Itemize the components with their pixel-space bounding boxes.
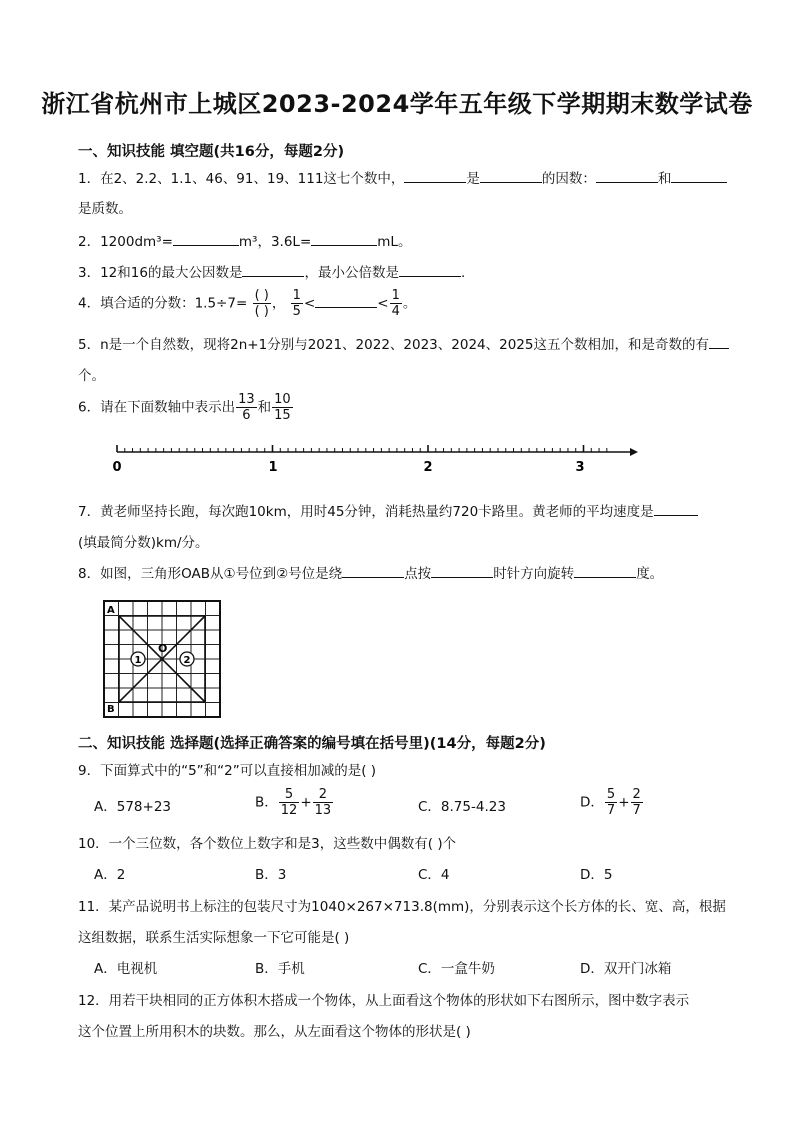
q3-text-b: ，最小公倍数是: [304, 265, 399, 281]
frac-den: 13: [314, 803, 332, 818]
frac-den: 12: [280, 803, 298, 818]
fraction-10-15: [272, 392, 293, 423]
question-5-line-1: [78, 333, 729, 353]
q11-option-d[interactable]: D．双开门冰箱: [580, 961, 672, 977]
q4-paren-den: ( ): [254, 304, 269, 319]
q5-blank[interactable]: [709, 334, 729, 349]
q4-end: 。: [402, 295, 417, 312]
option-letter: D．: [580, 794, 604, 811]
q8-text-d: 度。: [636, 566, 664, 582]
q2-text-b: m³，3.6L=: [238, 234, 312, 250]
q8-blank-2[interactable]: [431, 563, 493, 578]
q1-blank-1[interactable]: [404, 168, 466, 183]
option-letter: B．: [255, 794, 278, 811]
q4-paren-num: ( ): [254, 288, 269, 303]
label-position-1: 1: [134, 655, 142, 666]
q7-text-a: 7．黄老师坚持长跑，每次跑10km，用时45分钟，消耗热量约720卡路里。黄老师的平均速度是: [78, 504, 654, 520]
less-than-sign: <: [377, 295, 389, 312]
fraction-one-fourth: [390, 288, 402, 319]
q2-text-c: mL。: [377, 234, 412, 250]
q9-option-c[interactable]: C．8.75-4.23: [418, 799, 506, 815]
q3-text-c: .: [460, 265, 466, 281]
frac-num: 1: [292, 288, 301, 303]
section-heading-choice: 二、知识技能 选择题(选择正确答案的编号填在括号里)(14分，每题2分): [78, 736, 546, 752]
page-title: 浙江省杭州市上城区2023-2024学年五年级下学期期末数学试卷: [41, 90, 753, 118]
q4-blank[interactable]: [315, 293, 377, 308]
q1-text-c: 的因数：: [541, 171, 596, 187]
q4-text-a: 4．填合适的分数：1.5÷7=: [78, 295, 248, 312]
axis-label-0: 0: [112, 460, 122, 475]
q10-option-c[interactable]: C．4: [418, 867, 450, 883]
frac-num: 5: [606, 787, 616, 802]
label-O: O: [158, 642, 168, 655]
fraction-2-13: [313, 787, 334, 818]
q8-blank-3[interactable]: [574, 563, 636, 578]
q1-blank-4[interactable]: [671, 168, 727, 183]
label-position-2: 2: [183, 655, 191, 666]
q1-blank-3[interactable]: [596, 168, 658, 183]
question-12-line-2: 这个位置上所用积木的块数。那么，从左面看这个物体的形状是( ): [78, 1024, 471, 1040]
q3-text-a: 3．12和16的最大公因数是: [78, 265, 243, 281]
rotation-grid-figure: [103, 600, 221, 718]
frac-den: 15: [274, 408, 291, 423]
q1-text-a: 1．在2、2.2、1.1、46、91、19、111这七个数中，: [78, 171, 405, 187]
q1-text-d: 和: [657, 171, 672, 187]
q2-blank-2[interactable]: [311, 231, 377, 246]
q5-text-a: 5．n是一个自然数，现将2n+1分别与2021、2022、2023、2024、2025这五个数相加，和是奇数的有: [78, 337, 709, 353]
question-4: [78, 288, 416, 319]
q1-blank-2[interactable]: [480, 168, 542, 183]
question-10: 10．一个三位数，各个数位上数字和是3，这些数中偶数有( )个: [78, 836, 457, 852]
question-6: [78, 392, 294, 423]
q10-option-a[interactable]: A．2: [94, 867, 126, 883]
q8-blank-1[interactable]: [342, 563, 404, 578]
fraction-one-fifth: [291, 288, 303, 319]
q10-option-b[interactable]: B．3: [255, 867, 287, 883]
question-5-line-2: 个。: [78, 368, 105, 384]
question-12-line-1: 12．用若干块相同的正方体积木搭成一个物体，从上面看这个物体的形状如下右图所示，图中数字表示: [78, 993, 690, 1009]
question-9: 9．下面算式中的“5”和“2”可以直接相加减的是( ): [78, 763, 377, 779]
fraction-13-6: [236, 392, 257, 423]
fraction-5-7: [605, 787, 617, 818]
label-A: A: [107, 605, 115, 616]
frac-num: 2: [313, 787, 334, 803]
frac-den: 6: [242, 408, 251, 423]
question-7-line-2: (填最简分数)km/分。: [78, 535, 209, 551]
fraction-2-7: [631, 787, 643, 818]
section-heading-fill-in: 一、知识技能 填空题(共16分，每题2分): [78, 144, 345, 160]
q9-option-b[interactable]: [255, 787, 334, 818]
frac-num: 5: [279, 787, 300, 803]
question-11-line-2: 这组数据，联系生活实际想象一下它可能是( ): [78, 930, 350, 946]
question-11-line-1: 11．某产品说明书上标注的包装尺寸为1040×267×713.8(mm)，分别表示这个长方体的长、宽、高，根据: [78, 899, 726, 915]
frac-num: 2: [632, 787, 641, 802]
plus-sign: +: [300, 794, 312, 811]
q1-text-b: 是: [466, 171, 480, 187]
plus-sign: +: [618, 794, 630, 811]
frac-den: 7: [606, 803, 616, 818]
q9-option-d[interactable]: [580, 787, 644, 818]
q11-option-b[interactable]: B．手机: [255, 961, 305, 977]
frac-num: 13: [238, 392, 255, 407]
q2-blank-1[interactable]: [173, 231, 239, 246]
label-B: B: [107, 704, 115, 715]
q6-text-a: 6．请在下面数轴中表示出: [78, 399, 236, 416]
question-1-line-1: [78, 167, 727, 187]
fraction-5-12: [279, 787, 300, 818]
q8-text-b: 点按: [404, 566, 432, 582]
q4-comma: ，: [271, 295, 286, 312]
q3-blank-2[interactable]: [399, 262, 461, 277]
q11-option-a[interactable]: A．电视机: [94, 961, 158, 977]
q8-text-c: 时针方向旋转: [493, 566, 575, 582]
number-line[interactable]: [100, 440, 640, 476]
axis-label-2: 2: [423, 460, 433, 475]
q2-text-a: 2．1200dm³=: [78, 234, 173, 250]
question-7-line-1: [78, 500, 698, 520]
frac-num: 10: [274, 392, 291, 407]
q11-option-c[interactable]: C．一盒牛奶: [418, 961, 495, 977]
q4-answer-fraction[interactable]: [253, 288, 271, 319]
question-8: [78, 562, 663, 582]
frac-den: 5: [292, 304, 301, 319]
question-3: [78, 261, 465, 281]
q3-blank-1[interactable]: [242, 262, 304, 277]
frac-num: 1: [391, 288, 400, 303]
axis-label-3: 3: [575, 460, 585, 475]
question-2: [78, 230, 411, 250]
q10-option-d[interactable]: D．5: [580, 867, 613, 883]
q9-option-a[interactable]: A．578+23: [94, 799, 171, 815]
q6-and: 和: [257, 399, 272, 416]
q8-text-a: 8．如图，三角形OAB从①号位到②号位是绕: [78, 566, 343, 582]
less-than-sign: <: [303, 295, 316, 312]
frac-den: 7: [632, 803, 641, 818]
q7-blank[interactable]: [654, 501, 698, 516]
frac-den: 4: [391, 304, 400, 319]
question-1-line-2: 是质数。: [78, 201, 132, 217]
axis-label-1: 1: [268, 460, 278, 475]
